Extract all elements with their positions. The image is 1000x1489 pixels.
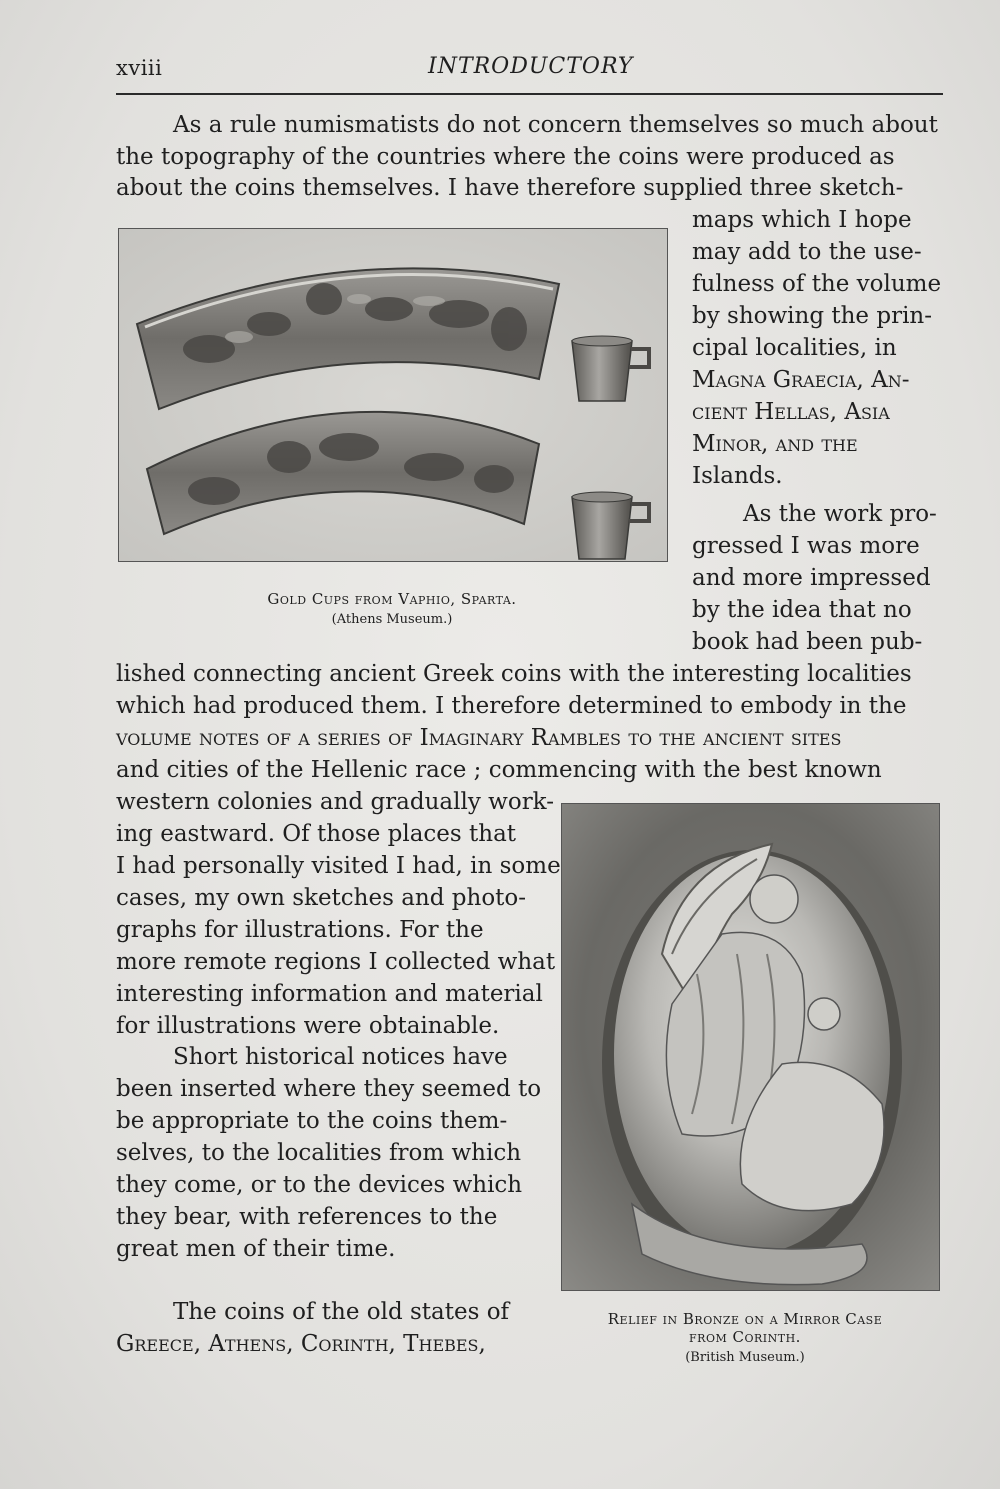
text-line: may add to the use- [692, 239, 922, 265]
figure1-subcaption: (Athens Museum.) [331, 612, 453, 627]
text-line: ing eastward. Of those places that [116, 821, 517, 847]
text-line: about the coins themselves. I have therefore supplied three sketch- [116, 175, 904, 201]
text-line: they bear, with references to the [116, 1204, 498, 1230]
text-line: been inserted where they seemed to [116, 1076, 542, 1102]
text-line: cases, my own sketches and photo- [116, 885, 527, 911]
text-line: The coins of the old states of [173, 1299, 510, 1325]
text-line: selves, to the localities from which [116, 1140, 522, 1166]
text-line: be appropriate to the coins them- [116, 1108, 508, 1134]
text-line: Short historical notices have [173, 1044, 508, 1070]
text-line: western colonies and gradually work- [116, 789, 554, 815]
header-rule [116, 93, 943, 95]
text-line: more remote regions I collected what [116, 949, 556, 975]
text-line: for illustrations were obtainable. [116, 1013, 500, 1039]
text-line: by the idea that no [692, 597, 912, 623]
text-line: Islands. [692, 463, 783, 489]
text-line: book had been pub- [692, 629, 923, 655]
text-line: graphs for illustrations. For the [116, 917, 484, 943]
bronze-relief-figure [561, 803, 940, 1291]
gold-cups-figure [118, 228, 668, 562]
figure1-caption: Gold Cups from Vaphio, Sparta. [267, 590, 517, 608]
figure2-subcaption: (British Museum.) [685, 1350, 805, 1365]
text-line: lished connecting ancient Greek coins with the interesting localities [116, 661, 912, 687]
gold-cups-illustration [119, 229, 667, 561]
figure2-caption-line2: from Corinth. [689, 1328, 801, 1346]
figure2-caption-line1: Relief in Bronze on a Mirror Case [607, 1310, 883, 1328]
text-line: I had personally visited I had, in some [116, 853, 561, 879]
text-line: maps which I hope [692, 207, 912, 233]
text-line: which had produced them. I therefore determined to embody in the [116, 693, 907, 719]
text-line: Minor, and the [692, 431, 858, 457]
text-line: gressed I was more [692, 533, 920, 559]
text-line: by showing the prin- [692, 303, 933, 329]
text-line: fulness of the volume [692, 271, 942, 297]
running-title: INTRODUCTORY [428, 54, 634, 79]
bronze-relief-illustration [562, 804, 939, 1290]
text-line: volume notes of a series of Imaginary Rambles to the ancient sites [116, 725, 842, 751]
page-number: xviii [116, 56, 163, 80]
text-line: they come, or to the devices which [116, 1172, 523, 1198]
text-line: cient Hellas, Asia [692, 399, 890, 425]
text-line: great men of their time. [116, 1236, 396, 1262]
text-line: the topography of the countries where the coins were produced as [116, 144, 895, 170]
text-line: Magna Graecia, An- [692, 367, 910, 393]
text-line: As the work pro- [743, 501, 937, 527]
text-line: interesting information and material [116, 981, 543, 1007]
text-line: cipal localities, in [692, 335, 897, 361]
text-line: and cities of the Hellenic race ; commencing with the best known [116, 757, 882, 783]
text-line: and more impressed [692, 565, 931, 591]
text-line: Greece, Athens, Corinth, Thebes, [116, 1331, 486, 1357]
text-line: As a rule numismatists do not concern themselves so much about [173, 112, 938, 138]
